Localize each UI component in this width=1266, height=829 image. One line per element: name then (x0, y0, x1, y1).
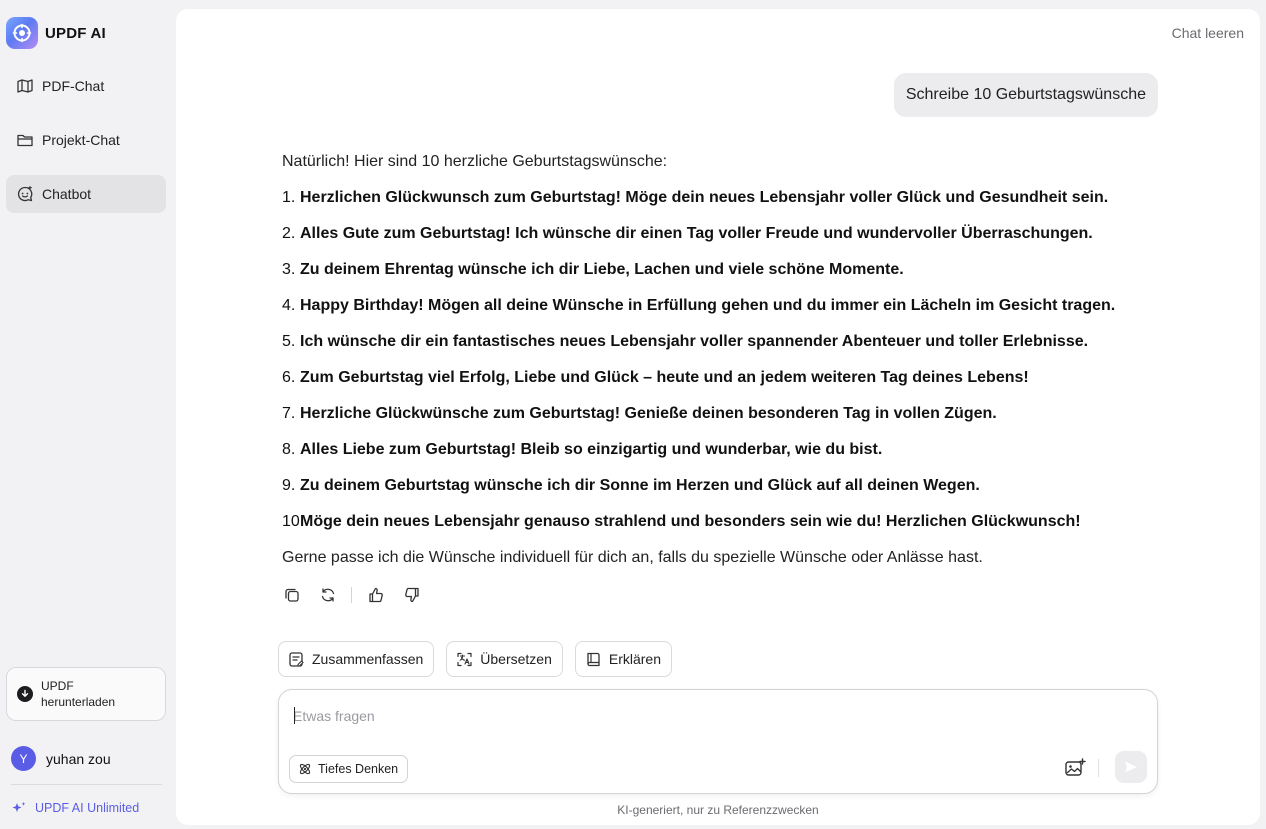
composer (278, 689, 1158, 794)
sidebar-item-pdf-chat[interactable] (6, 67, 166, 105)
sidebar-item-label: Chatbot (42, 186, 92, 202)
list-item (282, 404, 1142, 440)
list-item (282, 512, 1142, 548)
book-open-icon (16, 77, 34, 95)
brand-name: UPDF AI (45, 24, 106, 42)
assistant-message (282, 152, 1142, 568)
disclaimer: KI-generiert, nur zu Referenzzwecken (617, 803, 819, 817)
list-number: 2. (282, 225, 296, 242)
answer-intro: Natürlich! Hier sind 10 herzliche Geburtstagswünsche: (282, 153, 668, 170)
text-caret (294, 707, 295, 724)
send-icon (1123, 759, 1139, 775)
folder-icon (16, 131, 34, 149)
thumbs-down-icon[interactable] (402, 585, 422, 605)
chat-panel (176, 9, 1260, 825)
answer-outro: Gerne passe ich die Wünsche individuell für dich an, falls du spezielle Wünsche oder Anlässe hast. (282, 549, 983, 566)
add-image-icon[interactable] (1063, 756, 1087, 780)
list-text: Alles Liebe zum Geburtstag! Bleib so einzigartig und wunderbar, wie du bist. (300, 441, 883, 458)
download-label-line1: UPDF (41, 679, 74, 693)
ask-input[interactable] (293, 704, 1133, 728)
user-profile[interactable] (11, 746, 111, 771)
translate-button[interactable] (446, 641, 563, 677)
list-number: 5. (282, 333, 296, 350)
chatbot-icon (16, 185, 34, 203)
sidebar-item-label: Projekt-Chat (42, 132, 120, 148)
summarize-button[interactable] (278, 641, 434, 677)
quick-actions (278, 641, 684, 677)
message-actions (282, 585, 438, 605)
sidebar-item-label: PDF-Chat (42, 78, 105, 94)
updf-ai-logo-icon (6, 17, 38, 49)
sparkle-icon (11, 801, 27, 815)
list-text: Herzliche Glückwünsche zum Geburtstag! Genieße deinen besonderen Tag in vollen Zügen. (300, 405, 997, 422)
clear-chat-button[interactable]: Chat leeren (1171, 25, 1244, 41)
user-message: Schreibe 10 Geburtstagswünsche (894, 73, 1158, 117)
download-icon (17, 686, 33, 702)
list-number: 9. (282, 477, 296, 494)
list-text: Happy Birthday! Mögen all deine Wünsche in Erfüllung gehen und du immer ein Lächeln im Gesicht tragen. (300, 297, 1116, 314)
download-updf-button[interactable] (6, 667, 166, 721)
send-button[interactable] (1115, 751, 1147, 783)
list-item (282, 188, 1142, 224)
regenerate-icon[interactable] (318, 585, 338, 605)
divider (11, 784, 162, 785)
divider (351, 587, 352, 603)
divider (1098, 759, 1099, 777)
sidebar-item-projekt-chat[interactable] (6, 121, 166, 159)
list-text: Möge dein neues Lebensjahr genauso strahlend und besonders sein wie du! Herzlichen Glückwunsch! (300, 513, 1081, 530)
list-number: 1. (282, 189, 296, 206)
list-number: 7. (282, 405, 296, 422)
list-item (282, 296, 1142, 332)
avatar: Y (11, 746, 36, 771)
list-text: Zu deinem Geburtstag wünsche ich dir Sonne im Herzen und Glück auf all deinen Wegen. (300, 477, 980, 494)
download-label-line2: herunterladen (41, 695, 116, 709)
explain-button[interactable] (575, 641, 672, 677)
translate-icon (456, 651, 473, 668)
list-text: Ich wünsche dir ein fantastisches neues Lebensjahr voller spannender Abenteuer und toller Erlebnisse. (300, 333, 1089, 350)
sidebar (0, 0, 172, 829)
brand[interactable] (6, 17, 106, 49)
sidebar-item-chatbot[interactable] (6, 175, 166, 213)
thumbs-up-icon[interactable] (366, 585, 386, 605)
user-name: yuhan zou (46, 750, 111, 767)
list-item (282, 368, 1142, 404)
list-text: Zu deinem Ehrentag wünsche ich dir Liebe, Lachen und viele schöne Momente. (300, 261, 904, 278)
copy-icon[interactable] (282, 585, 302, 605)
list-number: 3. (282, 261, 296, 278)
deep-think-button[interactable] (289, 755, 408, 783)
list-text: Zum Geburtstag viel Erfolg, Liebe und Glück – heute und an jedem weiteren Tag deines Lebens! (300, 369, 1029, 386)
list-number: 6. (282, 369, 296, 386)
list-number: 4. (282, 297, 296, 314)
plan-label: UPDF AI Unlimited (35, 801, 140, 815)
list-number: 10 (282, 513, 300, 530)
list-item (282, 260, 1142, 296)
list-text: Alles Gute zum Geburtstag! Ich wünsche dir einen Tag voller Freude und wundervoller Überraschungen. (300, 225, 1093, 242)
deep-think-label: Tiefes Denken (318, 762, 399, 776)
list-item (282, 440, 1142, 476)
download-label (41, 678, 131, 710)
summarize-label: Zusammenfassen (312, 651, 424, 667)
list-item (282, 476, 1142, 512)
wish-list (282, 188, 1142, 548)
list-number: 8. (282, 441, 296, 458)
atom-icon (298, 762, 312, 776)
translate-label: Übersetzen (480, 651, 552, 667)
plan-link[interactable] (11, 801, 139, 815)
explain-label: Erklären (608, 651, 662, 667)
book-icon (585, 651, 602, 668)
list-item (282, 332, 1142, 368)
summarize-icon (288, 651, 305, 668)
list-text: Herzlichen Glückwunsch zum Geburtstag! Möge dein neues Lebensjahr voller Glück und Gesundheit sein. (300, 189, 1109, 206)
list-item (282, 224, 1142, 260)
